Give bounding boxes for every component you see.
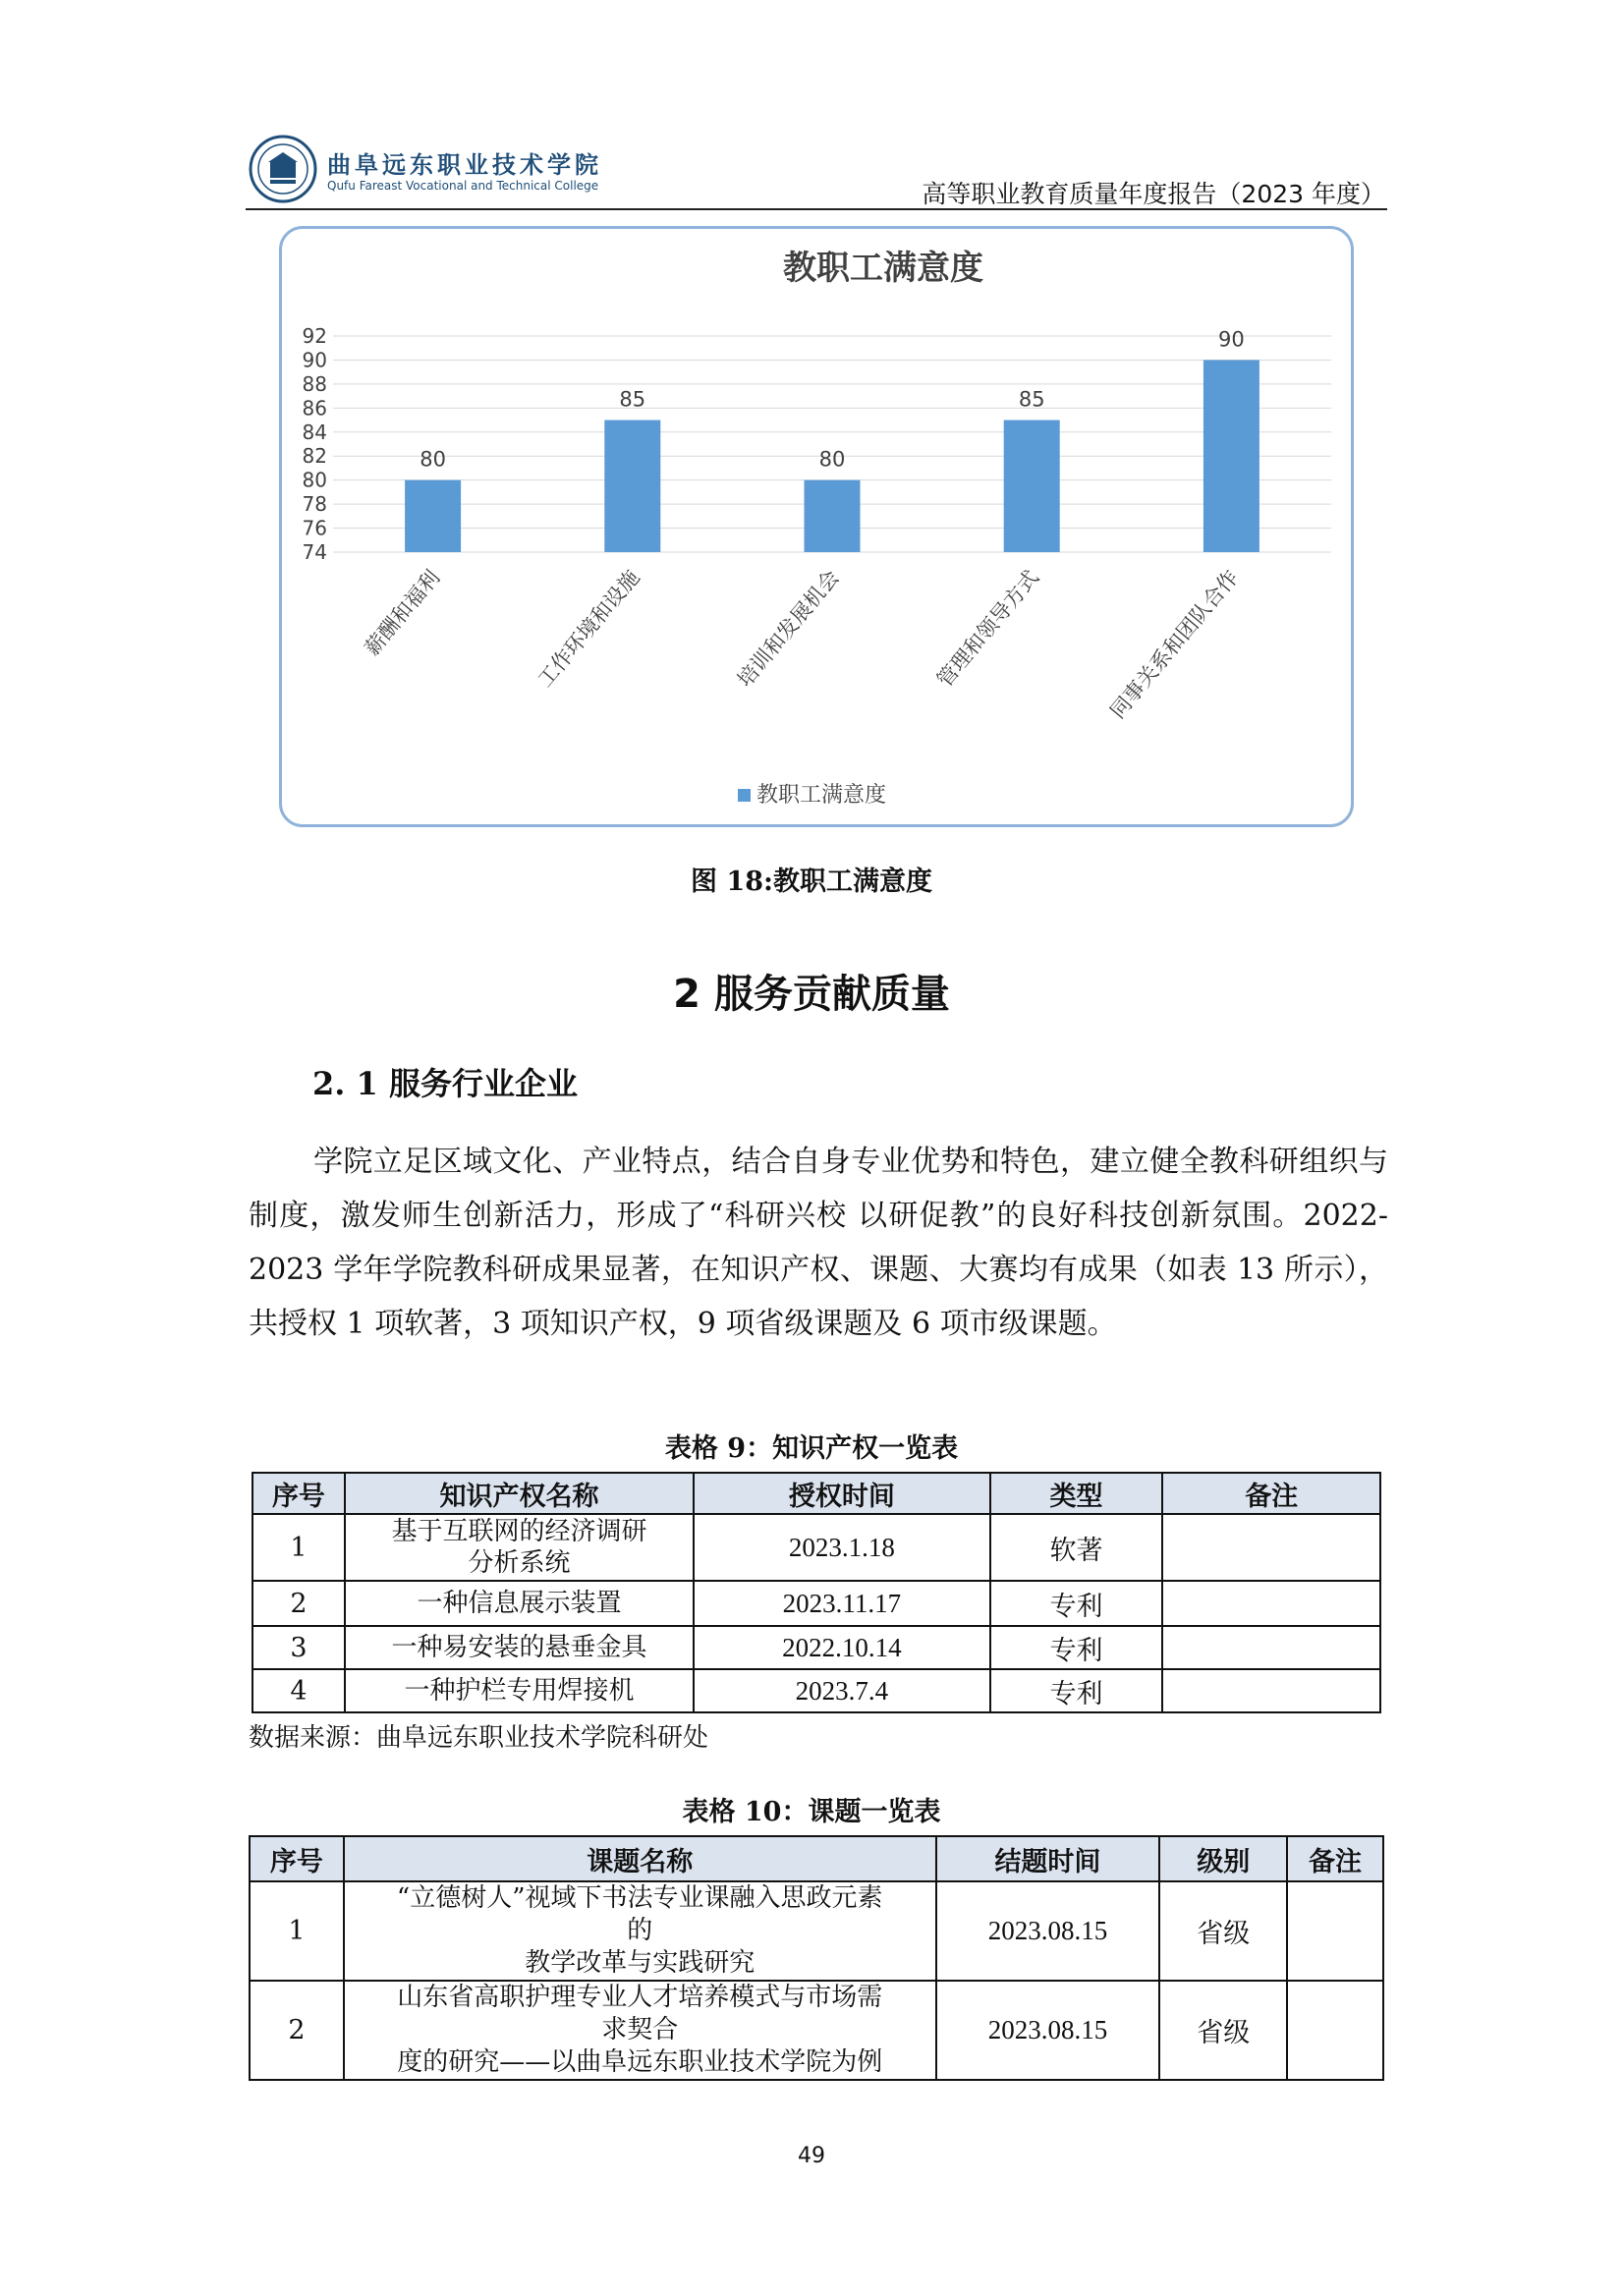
data-label: 80 xyxy=(420,447,446,472)
bar xyxy=(604,420,660,552)
table-cell: 专利 xyxy=(990,1626,1163,1669)
report-title: 高等职业教育质量年度报告（2023 年度） xyxy=(922,180,1385,208)
x-category-label: 薪酬和福利 xyxy=(360,565,445,660)
table9-header-cell: 授权时间 xyxy=(694,1473,990,1514)
bar xyxy=(1004,420,1060,552)
table-cell xyxy=(1162,1669,1380,1712)
y-tick-label: 88 xyxy=(302,371,327,396)
table10-caption: 表格 10：课题一览表 xyxy=(682,1797,941,1827)
table-row xyxy=(250,1881,1383,1981)
table10-project-list xyxy=(249,1835,1384,2081)
table-cell: 专利 xyxy=(990,1669,1163,1712)
figure-caption: 图 18:教职工满意度 xyxy=(691,867,932,897)
x-category-label: 工作环境和设施 xyxy=(532,565,644,692)
table-row xyxy=(250,1981,1383,2080)
table-cell: 一种信息展示装置 xyxy=(345,1581,694,1626)
data-label: 85 xyxy=(1018,387,1045,412)
table-cell xyxy=(1162,1514,1380,1581)
table10-header-cell: 级别 xyxy=(1159,1836,1287,1881)
x-category-label: 同事关系和团队合作 xyxy=(1105,565,1244,723)
data-label: 90 xyxy=(1218,327,1245,352)
table9-header-cell: 类型 xyxy=(990,1473,1163,1514)
data-label: 80 xyxy=(818,447,846,472)
table-cell: 2 xyxy=(250,1981,344,2080)
school-name-cn: 曲阜远东职业技术学院 xyxy=(327,150,602,179)
school-name-en: Qufu Fareast Vocational and Technical College xyxy=(327,179,599,193)
table-cell: 专利 xyxy=(990,1581,1163,1626)
y-tick-label: 80 xyxy=(302,468,327,492)
table-cell: 2023.08.15 xyxy=(936,1981,1160,2080)
bar xyxy=(805,480,861,552)
table10-header-cell: 序号 xyxy=(250,1836,344,1881)
bar xyxy=(405,480,461,552)
table-cell: 2023.1.18 xyxy=(694,1514,990,1581)
table-cell: 1 xyxy=(250,1881,344,1981)
table-row xyxy=(252,1581,1380,1626)
table-cell: 软著 xyxy=(990,1514,1163,1581)
table-cell: 2 xyxy=(252,1581,345,1626)
table-cell: 1 xyxy=(252,1514,345,1581)
table-cell: “立德树人”视域下书法专业课融入思政元素 的 教学改革与实践研究 xyxy=(344,1881,936,1981)
table-cell: 2022.10.14 xyxy=(694,1626,990,1669)
table-cell: 山东省高职护理专业人才培养模式与市场需 求契合 度的研究——以曲阜远东职业技术学院为例 xyxy=(344,1981,936,2080)
chart-title: 教职工满意度 xyxy=(783,249,983,288)
subsection-title: 2. 1 服务行业企业 xyxy=(312,1065,578,1102)
table9-caption: 表格 9：知识产权一览表 xyxy=(664,1433,959,1464)
table10-header-cell: 结题时间 xyxy=(936,1836,1160,1881)
y-tick-label: 92 xyxy=(302,324,327,348)
x-category-label: 管理和领导方式 xyxy=(932,565,1044,692)
table9-source: 数据来源：曲阜远东职业技术学院科研处 xyxy=(249,1723,709,1753)
page-number: 49 xyxy=(798,2144,825,2168)
table-cell xyxy=(1162,1581,1380,1626)
table9-header-cell: 序号 xyxy=(252,1473,345,1514)
table-cell: 4 xyxy=(252,1669,345,1712)
table10-header-cell: 备注 xyxy=(1287,1836,1383,1881)
table-cell xyxy=(1162,1626,1380,1669)
x-category-label: 培训和发展机会 xyxy=(732,565,844,692)
bar xyxy=(1203,360,1259,552)
legend-label: 教职工满意度 xyxy=(756,783,887,808)
y-tick-label: 90 xyxy=(302,348,327,372)
table-row xyxy=(252,1514,1380,1581)
data-label: 85 xyxy=(619,387,646,412)
table9-ip-list xyxy=(252,1472,1381,1713)
chart-frame xyxy=(279,226,1354,827)
table-row xyxy=(252,1626,1380,1669)
table-cell: 省级 xyxy=(1159,1981,1287,2080)
table-cell: 2023.7.4 xyxy=(694,1669,990,1712)
table9-header-cell: 备注 xyxy=(1162,1473,1380,1514)
table-cell: 一种护栏专用焊接机 xyxy=(345,1669,694,1712)
table10-header-cell: 课题名称 xyxy=(344,1836,936,1881)
table9-header-cell: 知识产权名称 xyxy=(345,1473,694,1514)
college-logo xyxy=(249,135,317,203)
y-tick-label: 78 xyxy=(302,492,327,517)
y-tick-label: 74 xyxy=(302,540,327,564)
satisfaction-bar-chart xyxy=(282,229,1351,824)
table-row xyxy=(252,1669,1380,1712)
table-cell: 3 xyxy=(252,1626,345,1669)
section-title: 2 服务贡献质量 xyxy=(673,972,950,1017)
y-tick-label: 82 xyxy=(302,444,327,469)
table-cell: 省级 xyxy=(1159,1881,1287,1981)
header-rule xyxy=(246,208,1387,210)
body-paragraph: 学院立足区域文化、产业特点，结合自身专业优势和特色，建立健全教科研组织与制度，激发师生创新活力，形成了“科研兴校 以研促教”的良好科技创新氛围。2022-2023 学年学院教科研成果显著，在知识产权、课题、大赛均有成果（如表 13 所示），共授权 1 项软著，3 项知识产权，9 项省级课题及 6 项市级课题。 xyxy=(249,1145,1388,1341)
table-cell: 2023.11.17 xyxy=(694,1581,990,1626)
table-cell xyxy=(1287,1981,1383,2080)
table-cell: 基于互联网的经济调研 分析系统 xyxy=(345,1514,694,1581)
table-cell: 2023.08.15 xyxy=(936,1881,1160,1981)
table-cell xyxy=(1287,1881,1383,1981)
y-tick-label: 76 xyxy=(302,516,327,540)
table-cell: 一种易安装的悬垂金具 xyxy=(345,1626,694,1669)
y-tick-label: 84 xyxy=(302,420,327,444)
y-tick-label: 86 xyxy=(302,396,327,420)
legend-swatch xyxy=(738,789,751,802)
